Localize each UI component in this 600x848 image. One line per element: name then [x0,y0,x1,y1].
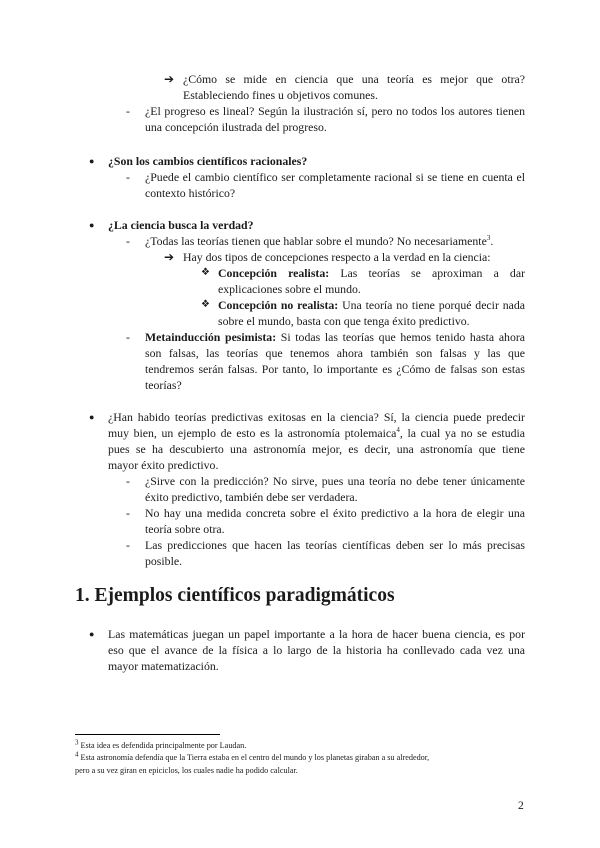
dash-icon: - [126,104,130,118]
body-line: mayor éxito predictivo. [108,458,219,472]
body-text: muy bien, un ejemplo de esto es la astronomía ptolemaica [108,426,397,440]
diamond-icon: ❖ [201,267,210,278]
diamond-icon: ❖ [201,299,210,310]
dash-icon: - [126,330,130,344]
dash-icon: - [126,506,130,520]
body-line: teoría sobre otra. [145,522,225,536]
footnote-3 [75,740,246,751]
body-line: eso que el avance de la física a lo largo de la historia ha conllevado cada vez una [108,643,525,657]
subheading: ¿Son los cambios científicos racionales? [108,154,308,168]
body-line: tendremos serán falsas. Por tanto, lo importante es ¿Cómo de falsas son estas [145,362,525,376]
footnote-ref: 4 [396,426,400,435]
body-line: ¿Sirve con la predicción? No sirve, pues una teoría no debe tener únicamente [145,474,525,488]
dash-icon: - [126,474,130,488]
dash-icon: - [126,538,130,552]
dash-icon: - [126,234,130,248]
body-line: explicaciones sobre el mundo. [218,282,361,296]
body-line: No hay una medida concreta sobre el éxito predictivo a la hora de elegir una [145,506,525,520]
body-text: Las teorías se aproximan a dar [340,266,525,280]
body-line: Estableciendo fines u objetivos comunes. [183,88,378,102]
body-line [218,297,525,313]
body-line [218,265,525,281]
body-line: sobre el mundo, basta con que tenga éxito predictivo. [218,314,470,328]
bullet-icon: ● [89,412,95,422]
body-line: ¿Puede el cambio científico ser completamente racional si se tiene en cuenta el [145,170,525,184]
body-text: ¿Todas las teorías tienen que hablar sobre el mundo? No necesariamente [145,234,487,248]
footnote-number: 4 [75,750,79,759]
footnote-ref: 3 [486,234,491,243]
footnote-divider [75,734,220,735]
body-line: mayor matematización. [108,659,219,673]
body-line: teorías? [145,378,182,392]
body-line: una concepción ilustrada del progreso. [145,120,327,134]
footnote-text: Esta astronomía defendía que la Tierra estaba en el centro del mundo y los planetas giraban a su alrededor, [80,753,430,762]
body-text: Si todas las teorías que hemos tenido hasta ahora [280,330,526,344]
term: Metainducción pesimista: [145,330,277,344]
subheading: ¿La ciencia busca la verdad? [108,218,254,232]
term: Concepción no realista: [218,298,339,312]
dash-icon: - [126,170,130,184]
body-line: ¿Han habido teorías predictivas exitosas en la ciencia? Sí, la ciencia puede predecir [108,410,525,424]
footnote-4-cont: pero a su vez giran en epiciclos, los cuales nadie ha podido calcular. [75,766,298,775]
bullet-icon: ● [89,156,95,166]
footnote-4 [75,752,429,763]
body-line: Hay dos tipos de concepciones respecto a la verdad en la ciencia: [183,250,491,264]
body-line [108,425,525,441]
section-heading: 1. Ejemplos científicos paradigmáticos [75,585,395,606]
bullet-icon: ● [89,629,95,639]
body-line: pues se ha descubierto una astronomía mejor, es decir, una astronomía que tiene [108,442,525,456]
body-line: son falsas, las teorías que tenemos ahora también son falsas y las que [145,346,525,360]
body-line: ¿Cómo se mide en ciencia que una teoría es mejor que otra? [183,72,525,86]
footnote-text: Esta idea es defendida principalmente por Laudan. [80,741,247,750]
arrow-icon: ➔ [164,72,174,86]
body-line: contexto histórico? [145,186,236,200]
body-line: ¿El progreso es lineal? Según la ilustración sí, pero no todos los autores tienen [145,104,525,118]
arrow-icon: ➔ [164,250,174,264]
body-line: éxito predictivo, también debe ser verdadera. [145,490,358,504]
body-text: , la cual ya no se estudia [399,426,526,440]
bullet-icon: ● [89,220,95,230]
body-text: Una teoría no tiene porqué decir nada [342,298,525,312]
footnote-number: 3 [75,738,79,747]
page-number: 2 [518,800,524,812]
body-line: ¿Todas las teorías tienen que hablar sobre el mundo? No necesariamente$^3$. [145,234,494,248]
body-line [145,329,525,345]
body-line: Las predicciones que hacen las teorías científicas deben ser lo más precisas [145,538,525,552]
term: Concepción realista: [218,266,330,280]
body-line: posible. [145,554,183,568]
body-line: Las matemáticas juegan un papel importante a la hora de hacer buena ciencia, es por [108,627,525,641]
